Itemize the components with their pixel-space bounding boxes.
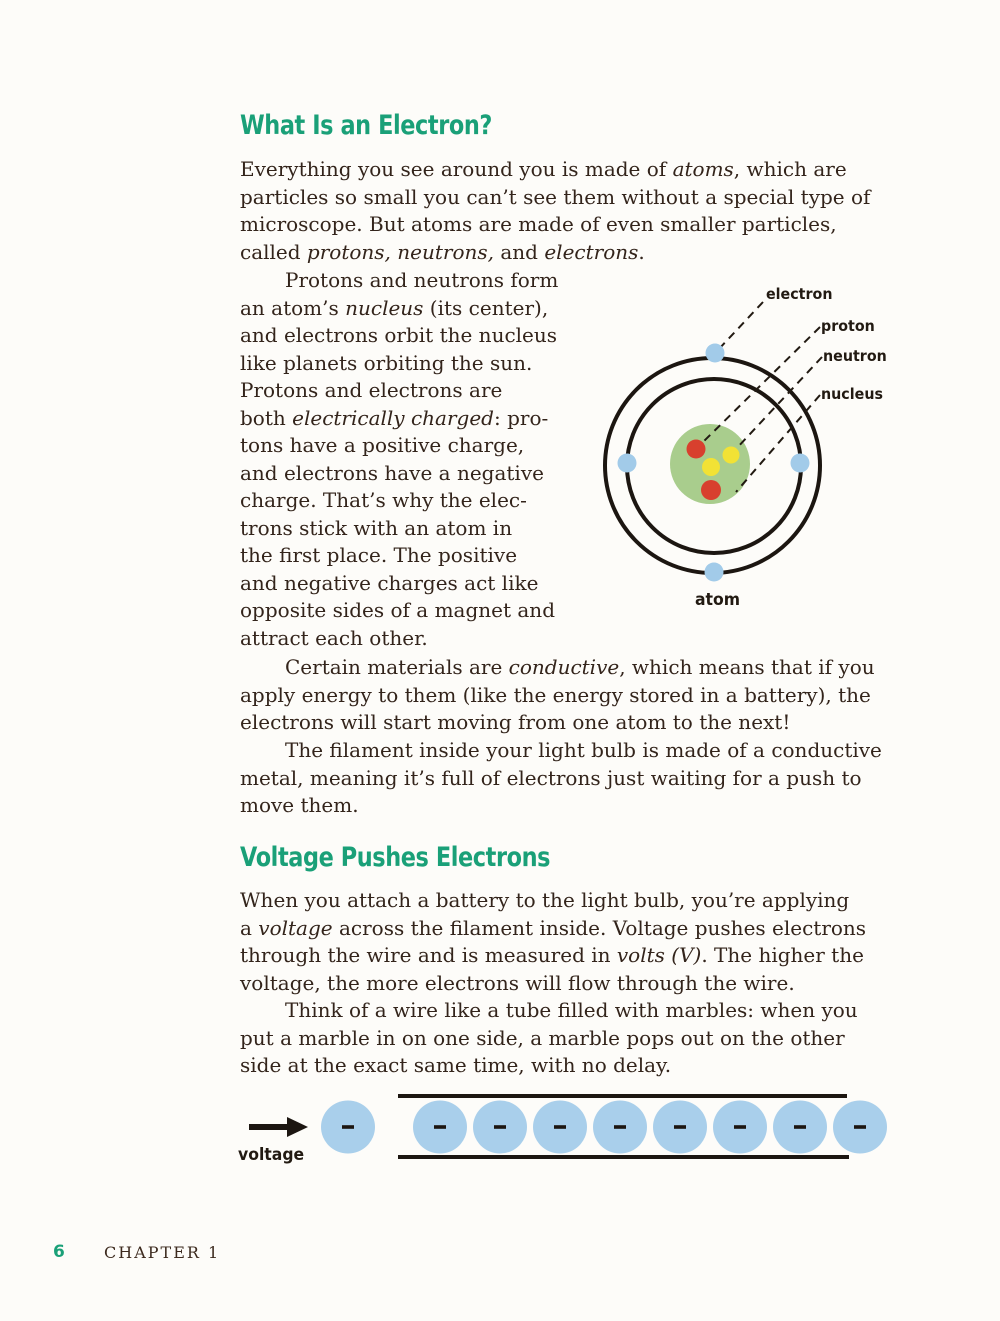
text-line: Protons and electrons are (240, 378, 503, 402)
neutron-dot (723, 447, 740, 464)
text-line: through the wire and is measured in volts (V). The higher the (240, 943, 864, 967)
text-line: called protons, neutrons, and electrons. (240, 239, 645, 264)
label-atom: atom (695, 590, 741, 610)
leader-line-neutron (735, 357, 822, 450)
text-line: voltage, the more electrons will flow through the wire. (240, 970, 795, 995)
text-line: charge. That’s why the elec- (240, 488, 527, 512)
minus-icon (434, 1125, 446, 1129)
paragraph-conductive (240, 654, 920, 737)
label-proton: proton (821, 317, 875, 335)
atom-diagram (595, 280, 905, 620)
paragraph-protons-neutrons (240, 267, 600, 652)
text-line: an atom’s nucleus (its center), (240, 295, 549, 320)
text-line: electrons will start moving from one atom to the next! (240, 710, 791, 734)
label-neutron: neutron (823, 347, 887, 365)
label-electron: electron (766, 285, 833, 303)
leader-line-electron (718, 302, 763, 350)
paragraph-voltage (240, 887, 920, 997)
paragraph-marbles (240, 997, 920, 1080)
proton-dot (701, 480, 721, 500)
text-line: and electrons have a negative (240, 460, 544, 485)
text-line: and electrons orbit the nucleus (240, 323, 558, 347)
minus-icon (494, 1125, 506, 1129)
electron-dot (706, 344, 725, 363)
text-line: metal, meaning it’s full of electrons just waiting for a push to (240, 765, 862, 790)
minus-icon (794, 1125, 806, 1129)
text-line: apply energy to them (like the energy stored in a battery), the (240, 682, 871, 707)
neutron-dot (702, 458, 720, 476)
text-line: particles so small you can’t see them without a special type of (240, 184, 871, 209)
text-line: put a marble in on one side, a marble pops out on the other (240, 1025, 845, 1050)
electron-dot (705, 563, 724, 582)
text-line: move them. (240, 793, 359, 817)
text-line: attract each other. (240, 625, 428, 650)
minus-icon (734, 1125, 746, 1129)
minus-icon (674, 1125, 686, 1129)
page-number: 6 (53, 1242, 65, 1262)
text-line: tons have a positive charge, (240, 433, 525, 457)
text-line: When you attach a battery to the light bulb, you’re applying (240, 888, 850, 912)
text-line: side at the exact same time, with no delay. (240, 1053, 672, 1077)
paragraph-intro-atoms (240, 156, 910, 266)
text-line: the first place. The positive (240, 543, 518, 567)
text-line: like planets orbiting the sun. (240, 350, 533, 375)
text-line: opposite sides of a magnet and (240, 598, 555, 622)
electron-dot (618, 454, 637, 473)
electron-dot (791, 454, 810, 473)
text-line: Everything you see around you is made of atoms, which are (240, 157, 847, 181)
chapter-label: CHAPTER 1 (104, 1243, 221, 1262)
minus-icon (342, 1125, 354, 1129)
paragraph-filament (240, 737, 920, 820)
voltage-arrow-icon (249, 1117, 308, 1137)
text-line: both electrically charged: pro- (240, 405, 549, 430)
text-line: Certain materials are conductive, which means that if you (285, 655, 875, 679)
section-heading-what-is-electron: What Is an Electron? (240, 110, 492, 141)
label-voltage: voltage (238, 1145, 305, 1165)
text-line: Protons and neutrons form (285, 268, 559, 292)
voltage-tube-diagram (235, 1085, 900, 1180)
text-line: microscope. But atoms are made of even smaller particles, (240, 212, 837, 236)
minus-icon (554, 1125, 566, 1129)
section-heading-voltage: Voltage Pushes Electrons (240, 842, 551, 873)
label-nucleus: nucleus (821, 385, 883, 403)
minus-icon (854, 1125, 866, 1129)
text-line: The filament inside your light bulb is made of a conductive (285, 738, 882, 762)
voltage-tube-figure (235, 1085, 900, 1180)
text-line: Think of a wire like a tube filled with marbles: when you (285, 998, 858, 1022)
text-line: and negative charges act like (240, 570, 539, 595)
text-line: a voltage across the filament inside. Voltage pushes electrons (240, 915, 867, 940)
proton-dot (687, 440, 706, 459)
text-line: trons stick with an atom in (240, 515, 513, 540)
minus-icon (614, 1125, 626, 1129)
